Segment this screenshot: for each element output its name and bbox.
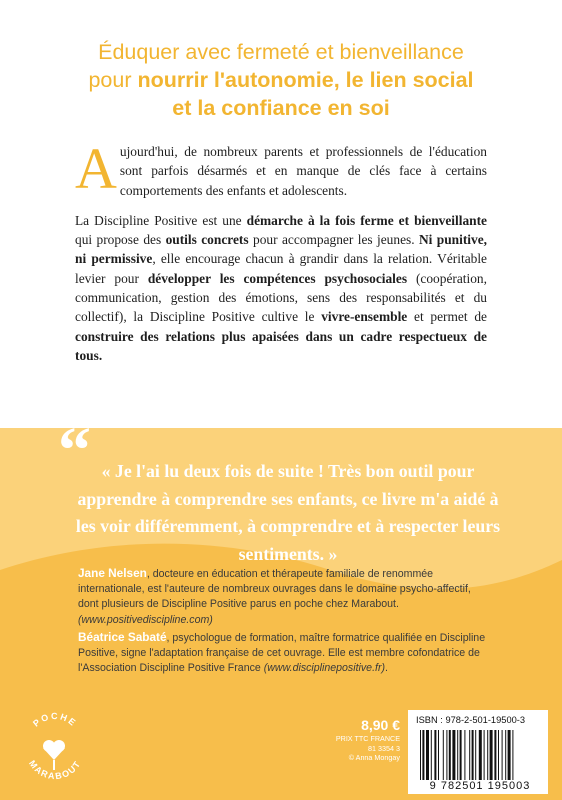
bio-sabate: [78, 630, 492, 677]
barcode-bar: [502, 730, 503, 780]
para-text: et permet de: [407, 309, 487, 325]
barcode-digits: 9 782501 195003: [429, 780, 531, 792]
illustration-credit: © Anna Mongay: [348, 753, 400, 763]
para-text: pour accompagner les jeunes.: [248, 232, 419, 248]
description: [75, 136, 488, 376]
headline-line-1: Éduquer avec fermeté et bienveillance: [98, 40, 464, 64]
barcode-bar: [431, 730, 432, 780]
barcode-bar: [475, 730, 476, 780]
quote-open-mark: “: [58, 414, 91, 487]
barcode-bar: [472, 730, 474, 780]
headline-line-2: [0, 66, 562, 94]
para-text: qui propose des: [75, 232, 166, 248]
headline: [0, 38, 562, 122]
barcode-bar: [487, 730, 488, 780]
barcode-bar: [469, 730, 470, 780]
para-text: , elle encourage chacun à grandir dans la relation. Véritable levier pour: [75, 251, 488, 286]
testimonial-quote: « Je l'ai lu deux fois de suite ! Très bon outil pour apprendre à comprendre ses enfants, ce livre m'a aidé à les voir différemment, à comprendre et à respecter leurs sentiments. »: [75, 461, 501, 564]
barcode-bar: [484, 730, 485, 780]
barcode-bar: [498, 730, 499, 780]
para-bold: vivre-ensemble: [321, 309, 408, 325]
price-block: [300, 716, 400, 763]
barcode-bar: [446, 730, 447, 780]
author-bios: [78, 566, 492, 678]
barcode-bar: [438, 730, 439, 780]
headline-line-2-bold: nourrir l'autonomie, le lien social: [137, 68, 474, 92]
para-bold: Ni punitive, ni permissive: [75, 232, 488, 267]
barcode-bar: [426, 730, 429, 780]
barcode: [418, 730, 542, 780]
para-bold: outils concrets: [165, 232, 249, 248]
logo-top-text: POCHE: [31, 710, 79, 729]
barcode-bar: [460, 730, 462, 780]
author-url: (www.positivediscipline.com): [78, 613, 213, 626]
bio-text: , psychologue de formation, maître formatrice qualifiée en Discipline Positive, signe l'adaptation française de cet ouvrage. Elle est membre cofondatrice de l'Association Discipline Positive France: [78, 631, 486, 675]
headline-line-3: [0, 94, 562, 122]
drop-cap: A: [75, 136, 117, 201]
intro-paragraph: [75, 136, 487, 201]
bio-end: .: [385, 662, 388, 675]
heart-flower-icon: [43, 740, 65, 770]
barcode-bar: [490, 730, 493, 780]
barcode-bar: [420, 730, 421, 780]
price-label: PRIX TTC FRANCE: [335, 734, 400, 743]
logo-bottom-text: MARABOUT: [27, 758, 83, 782]
para-bold: démarche à la fois ferme et bienveillante: [246, 212, 487, 228]
bio-text: , docteure en éducation et thérapeute familiale de renommée internationale, est l'auteure de nombreux ouvrages dans le domaine psycho-affectif, dont plusieurs de Discipline Positive parus en poche chez Marabout.: [78, 568, 471, 611]
barcode-bar: [422, 730, 424, 780]
headline-line-2-plain: pour: [88, 68, 138, 92]
barcode-bar: [479, 730, 482, 780]
intro-text: ujourd'hui, de nombreux parents et professionnels de l'éducation sont parfois désarmés et en manque de clés face à certains comportements des enfants et adolescents.: [119, 144, 487, 198]
svg-text:POCHE: [31, 711, 79, 729]
barcode-bar: [449, 730, 451, 780]
isbn-box: [408, 710, 548, 794]
isbn-label: ISBN : 978-2-501-19500-3: [416, 715, 526, 725]
headline-line-3-bold: et la confiance en soi: [172, 96, 390, 120]
para-bold: construire des relations plus apaisées dans un cadre respectueux de tous.: [75, 328, 487, 363]
barcode-bar: [457, 730, 458, 780]
bio-nelsen: [78, 566, 492, 628]
para-bold: développer les compétences psychosociales: [147, 270, 408, 286]
barcode-bar: [452, 730, 455, 780]
barcode-bar: [505, 730, 506, 780]
product-code: 81 3354 3: [368, 743, 400, 753]
barcode-bar: [494, 730, 496, 780]
barcode-bar: [508, 730, 511, 780]
poche-marabout-logo: [20, 700, 90, 796]
barcode-bar: [464, 730, 465, 780]
price: 8,90 €: [361, 717, 400, 733]
barcode-bar: [443, 730, 444, 780]
barcode-bar: [512, 730, 513, 780]
author-name: Béatrice Sabaté: [78, 629, 167, 644]
barcode-bar: [434, 730, 436, 780]
para-text: (coopération, communication, gestion des émotions, sens des responsabilités et du collectif), la Discipline Positive cultive le: [75, 270, 487, 325]
author-url: (www.disciplinepositive.fr): [263, 662, 386, 675]
author-name: Jane Nelsen: [78, 566, 147, 580]
para-text: La Discipline Positive est une: [75, 212, 247, 228]
discipline-paragraph: [75, 211, 487, 365]
